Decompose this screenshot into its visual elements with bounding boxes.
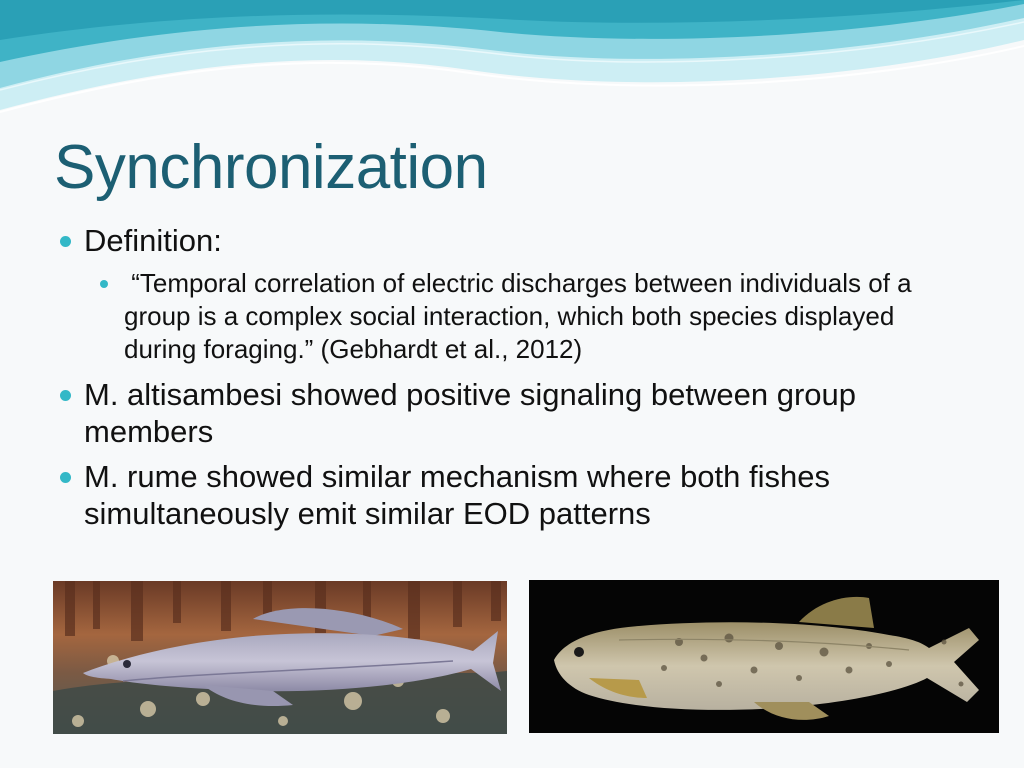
bullet-item bbox=[54, 376, 954, 450]
bullet-list bbox=[54, 222, 954, 540]
bullet-dot-icon bbox=[100, 280, 108, 288]
bullet-text: M. rume showed similar mechanism where both fishes simultaneously emit similar EOD patterns bbox=[84, 459, 830, 531]
bullet-text: Definition: bbox=[84, 223, 222, 258]
bullet-dot-icon bbox=[60, 472, 71, 483]
sub-bullet-item bbox=[54, 267, 954, 366]
bullet-dot-icon bbox=[60, 390, 71, 401]
decorative-wave-header bbox=[0, 0, 1024, 130]
fish-photo-elongated-snout bbox=[53, 581, 507, 734]
bullet-item bbox=[54, 222, 954, 259]
bullet-text: M. altisambesi showed positive signaling between group members bbox=[84, 377, 856, 449]
bullet-dot-icon bbox=[60, 236, 71, 247]
sub-bullet-text: “Temporal correlation of electric discharges between individuals of a group is a complex social interaction, which both species displayed during foraging.” (Gebhardt et al., 2012) bbox=[124, 268, 919, 364]
slide-title: Synchronization bbox=[54, 133, 488, 202]
fish-photo-spotted bbox=[529, 580, 999, 733]
bullet-item bbox=[54, 458, 954, 532]
